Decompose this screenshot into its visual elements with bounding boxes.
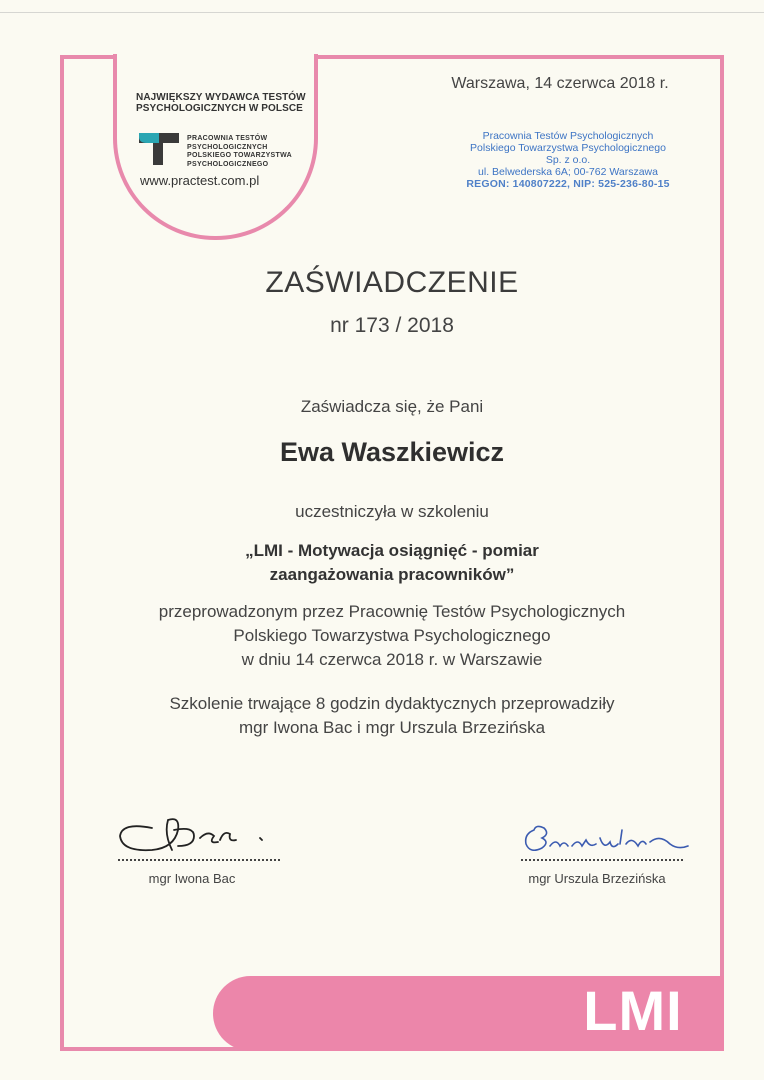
duration-text	[64, 692, 720, 740]
stamp-line2: Polskiego Towarzystwa Psychologicznego	[470, 142, 666, 154]
certificate-title: ZAŚWIADCZENIE	[265, 266, 519, 299]
stamp-line1: Pracownia Testów Psychologicznych	[482, 130, 654, 142]
signature-left-image	[112, 800, 272, 860]
stamp-line5: REGON: 140807222, NIP: 525-236-80-15	[466, 178, 670, 190]
organizer-line3: w dniu 14 czerwca 2018 r. w Warszawie	[241, 650, 543, 669]
organizer-line1: przeprowadzonym przez Pracownię Testów Psychologicznych	[158, 602, 626, 621]
organizer-text	[64, 600, 720, 672]
logo-organization	[187, 135, 307, 169]
company-stamp	[458, 130, 678, 190]
logo-headline-line2: PSYCHOLOGICZNYCH W POLSCE	[136, 103, 303, 114]
issue-date: Warszawa, 14 czerwca 2018 r.	[451, 75, 669, 92]
course-title: „LMI - Motywacja osiągnięć - pomiar zaangażowania pracowników”	[245, 541, 539, 584]
organizer-line2: Polskiego Towarzystwa Psychologicznego	[233, 626, 551, 645]
certificate-number: nr 173 / 2018	[330, 314, 454, 337]
signature-right-image	[520, 820, 695, 860]
logo-headline	[136, 92, 306, 114]
logo-org-line2: PSYCHOLOGICZNYCH	[187, 143, 268, 151]
participation-text: uczestniczyła w szkoleniu	[295, 502, 489, 521]
practest-logo-icon	[137, 131, 181, 167]
lmi-badge-label: LMI	[583, 979, 683, 1042]
stamp-line4: ul. Belwederska 6A; 00-762 Warszawa	[478, 166, 658, 178]
signature-left-line	[118, 859, 280, 861]
duration-line2: mgr Iwona Bac i mgr Urszula Brzezińska	[238, 718, 546, 737]
logo-headline-line1: NAJWIĘKSZY WYDAWCA TESTÓW	[136, 92, 306, 103]
top-edge-line	[0, 12, 764, 13]
certificate-intro: Zaświadcza się, że Pani	[300, 397, 484, 416]
signature-right-name: mgr Urszula Brzezińska	[528, 871, 666, 886]
signature-left-name: mgr Iwona Bac	[148, 871, 236, 886]
recipient-name: Ewa Waszkiewicz	[279, 437, 505, 467]
logo-website: www.practest.com.pl	[140, 173, 260, 188]
signature-right-line	[521, 859, 683, 861]
logo-org-line4: PSYCHOLOGICZNEGO	[187, 160, 269, 168]
logo-org-line1: PRACOWNIA TESTÓW	[187, 135, 268, 142]
logo-org-line3: POLSKIEGO TOWARZYSTWA	[187, 152, 292, 160]
duration-line1: Szkolenie trwające 8 godzin dydaktycznych przeprowadziły	[169, 694, 615, 713]
stamp-line3: Sp. z o.o.	[545, 154, 591, 166]
